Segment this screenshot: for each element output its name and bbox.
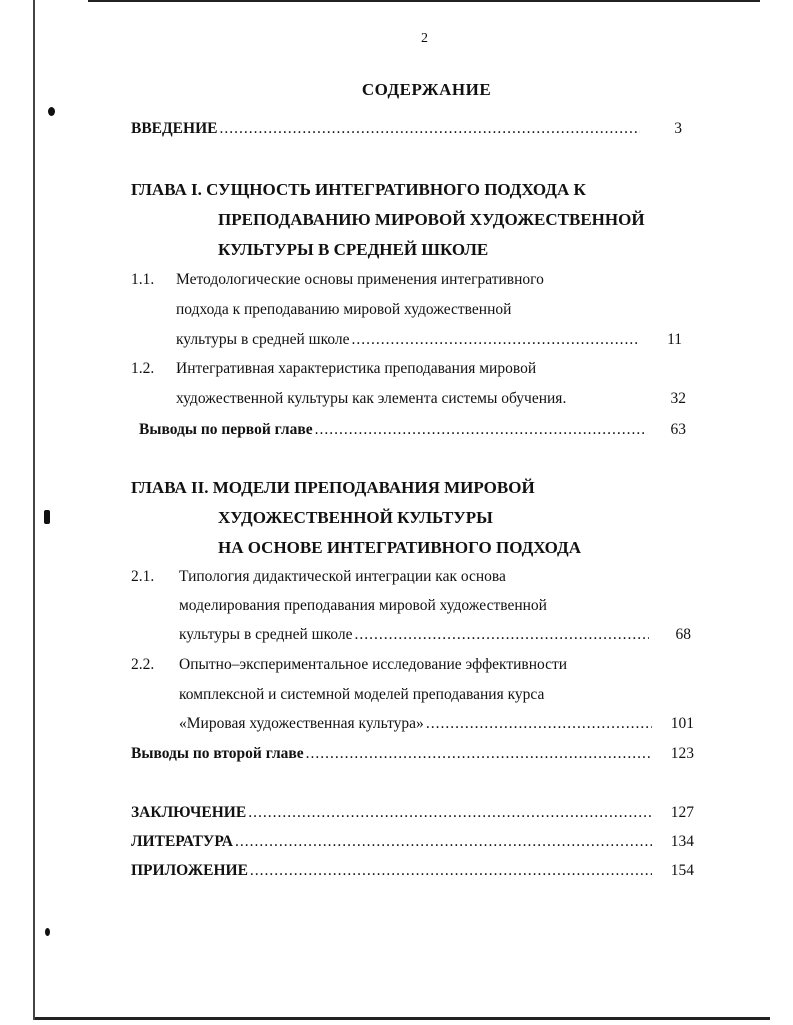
toc-label: «Мировая художественная культура» [179,715,424,732]
toc-entry-2-2[interactable] [179,715,694,733]
toc-entry-appendix[interactable] [131,862,694,880]
chapter-heading: ПРЕПОДАВАНИЮ МИРОВОЙ ХУДОЖЕСТВЕННОЙ [218,210,645,229]
toc-page: 123 [670,745,694,762]
chapter-heading: ХУДОЖЕСТВЕННОЙ КУЛЬТУРЫ [218,508,493,527]
chapter-heading: ГЛАВА I. СУЩНОСТЬ ИНТЕГРАТИВНОГО ПОДХОДА К [131,180,586,199]
toc-page: 68 [675,626,691,643]
toc-label: культуры в средней школе [179,626,353,643]
toc-leader [219,120,640,138]
toc-entry-conclusion[interactable] [131,804,694,822]
toc-page: 63 [670,421,686,438]
toc-page: 127 [670,804,694,821]
page-number: 2 [421,31,428,46]
toc-leader [426,715,652,733]
section-title: Опытно–экспериментальное исследование эффективности [179,656,568,673]
scan-bottom-rule [35,1017,770,1020]
toc-leader [250,862,652,880]
toc-page: 3 [674,120,682,137]
section-title: моделирования преподавания мировой художественной [179,597,547,614]
toc-entry-ch2-conclusions[interactable] [131,745,694,763]
toc-label: ПРИЛОЖЕНИЕ [131,862,248,879]
toc-entry-1-2[interactable] [176,390,686,408]
chapter-heading: КУЛЬТУРЫ В СРЕДНЕЙ ШКОЛЕ [218,240,489,259]
page-title: СОДЕРЖАНИЕ [361,80,492,99]
toc-entry-literature[interactable] [131,833,694,851]
scan-speck [48,107,55,116]
toc-leader [355,626,649,644]
section-title: Методологические основы применения интегративного [176,271,544,288]
scan-top-rule [88,0,760,2]
toc-page: 101 [670,715,694,732]
toc-label: ЗАКЛЮЧЕНИЕ [131,804,247,821]
section-number: 2.2. [131,656,155,673]
scan-left-edge [33,0,35,1020]
toc-label: Выводы по первой главе [139,421,313,438]
toc-entry-intro[interactable] [131,120,682,138]
section-title: Типология дидактической интеграции как основа [179,568,506,585]
toc-leader [235,833,652,851]
scan-speck [45,928,50,936]
toc-entry-2-1[interactable] [179,626,691,644]
toc-label: Выводы по второй главе [131,745,304,762]
toc-label: ЛИТЕРАТУРА [131,833,233,850]
toc-page: 32 [670,390,686,407]
toc-page: 11 [667,331,682,348]
section-title: подхода к преподаванию мировой художественной [176,301,512,318]
scan-speck [44,510,50,524]
toc-page: 154 [670,862,694,879]
toc-label: культуры в средней школе [176,331,350,348]
toc-page: 134 [670,833,694,850]
section-title: комплексной и системной моделей преподавания курса [179,686,545,703]
chapter-heading: НА ОСНОВЕ ИНТЕГРАТИВНОГО ПОДХОДА [218,538,582,557]
section-number: 1.2. [131,360,155,377]
section-title: Интегративная характеристика преподавания мировой [176,360,537,377]
section-number: 2.1. [131,568,155,585]
toc-entry-ch1-conclusions[interactable] [139,421,686,439]
toc-entry-1-1[interactable] [176,331,682,349]
toc-leader [306,745,652,763]
chapter-heading: ГЛАВА II. МОДЕЛИ ПРЕПОДАВАНИЯ МИРОВОЙ [131,478,535,497]
toc-leader [315,421,644,439]
section-number: 1.1. [131,271,155,288]
toc-label: художественной культуры как элемента системы обучения. [176,390,567,407]
toc-leader [352,331,640,349]
toc-leader [248,804,652,822]
toc-label: ВВЕДЕНИЕ [131,120,218,137]
